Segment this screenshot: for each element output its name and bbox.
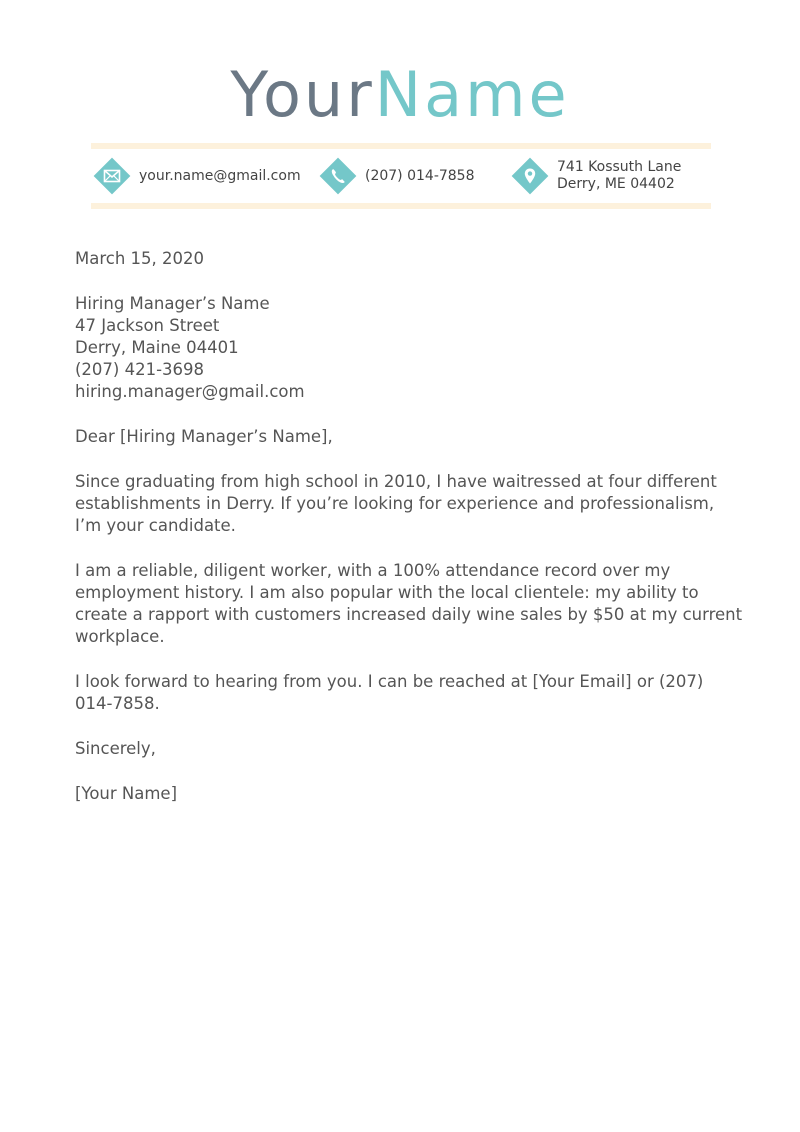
salutation: Dear [Hiring Manager’s Name],: [75, 427, 333, 446]
recipient-phone: (207) 421-3698: [75, 360, 205, 379]
letter-body: [75, 248, 745, 805]
contact-bar-bottom-line: [91, 203, 711, 209]
location-pin-icon: [511, 157, 549, 195]
contact-address: [511, 157, 681, 195]
phone-icon: [319, 157, 357, 195]
signature: [Your Name]: [75, 784, 178, 803]
email-text: your.name@gmail.com: [139, 167, 301, 184]
contact-email: [93, 157, 301, 195]
address-text: [557, 159, 681, 193]
contact-phone: [319, 157, 475, 195]
body-paragraph: Since graduating from high school in 2010, I have waitressed at four different establishments in Derry. If you’re looking for experience and professionalism, I’m your candidate.: [75, 472, 717, 535]
letter-date: March 15, 2020: [75, 249, 205, 268]
phone-text: (207) 014-7858: [365, 167, 475, 184]
closing: Sincerely,: [75, 739, 156, 758]
envelope-icon: [93, 157, 131, 195]
recipient-street: 47 Jackson Street: [75, 316, 220, 335]
contact-bar: [91, 143, 711, 209]
first-name: Your: [230, 58, 375, 131]
contact-bar-top-line: [91, 143, 711, 149]
address-line-1: 741 Kossuth Lane: [557, 159, 682, 175]
recipient-email: hiring.manager@gmail.com: [75, 382, 305, 401]
page-title: [0, 58, 800, 132]
address-line-2: Derry, ME 04402: [557, 176, 675, 192]
last-name: Name: [374, 58, 570, 131]
body-paragraph: I look forward to hearing from you. I can be reached at [Your Email] or (207) 014-7858.: [75, 672, 704, 713]
recipient-city: Derry, Maine 04401: [75, 338, 239, 357]
recipient-name: Hiring Manager’s Name: [75, 294, 270, 313]
body-paragraph: I am a reliable, diligent worker, with a 100% attendance record over my employment history. I am also popular with the local clientele: my ability to create a rapport with customers increased daily wine sales by $50 at my current workplace.: [75, 561, 743, 646]
